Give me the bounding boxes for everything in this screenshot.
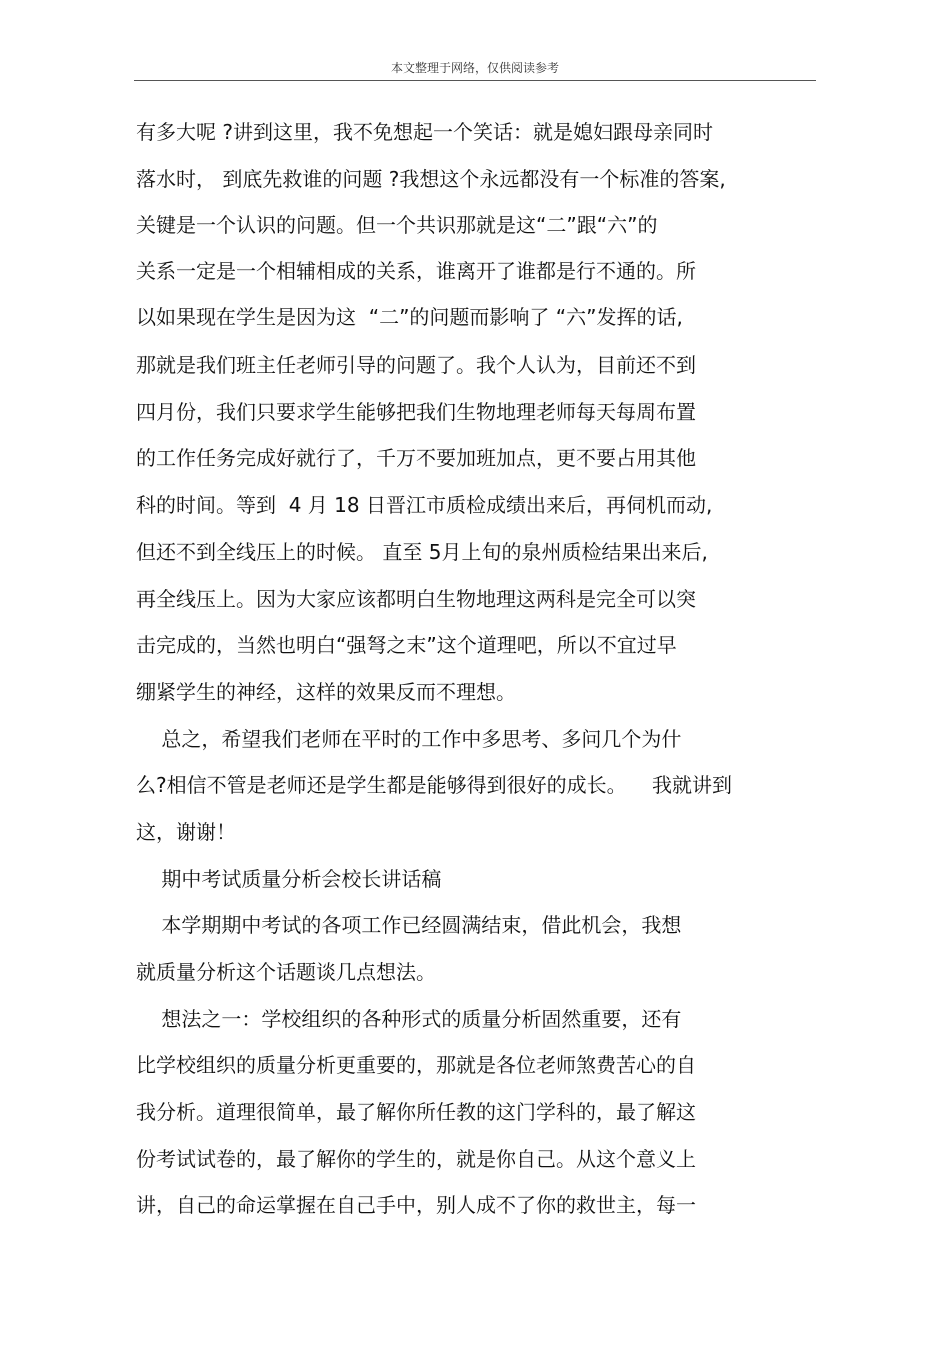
text-line: 以如果现在学生是因为这 “二”的问题而影响了 “六”发挥的话,	[136, 305, 683, 329]
text-line: 想法之一：学校组织的各种形式的质量分析固然重要，还有	[136, 1007, 682, 1031]
text-line: 那就是我们班主任老师引导的问题了。我个人认为，目前还不到	[136, 353, 696, 377]
text-line: 的工作任务完成好就行了，千万不要加班加点，更不要占用其他	[136, 446, 696, 470]
text-line: 这，谢谢！	[136, 820, 236, 844]
header-text: 本文整理于网络，仅供阅读参考	[390, 61, 559, 75]
text-line: 关键是一个认识的问题。但一个共识那就是这“二”跟“六”的	[136, 213, 658, 237]
text-line: 比学校组织的质量分析更重要的，那就是各位老师煞费苦心的自	[136, 1053, 696, 1077]
text-line: 再全线压上。因为大家应该都明白生物地理这两科是完全可以突	[136, 587, 696, 611]
text-line: 科的时间。等到 4 月 18 日晋江市质检成绩出来后，再伺机而动,	[136, 493, 713, 517]
section-title: 期中考试质量分析会校长讲话稿	[136, 867, 442, 891]
text-line: 绷紧学生的神经，这样的效果反而不理想。	[136, 680, 516, 704]
text-line: 么?相信不管是老师还是学生都是能够得到很好的成长。 我就讲到	[136, 773, 733, 797]
text-line: 落水时， 到底先救谁的问题 ?我想这个永远都没有一个标准的答案,	[136, 167, 726, 191]
text-line: 但还不到全线压上的时候。 直至 5月上旬的泉州质检结果出来后,	[136, 540, 708, 564]
text-line: 份考试试卷的，最了解你的学生的，就是你自己。从这个意义上	[136, 1147, 696, 1171]
text-line: 四月份，我们只要求学生能够把我们生物地理老师每天每周布置	[136, 400, 696, 424]
text-line: 本学期期中考试的各项工作已经圆满结束，借此机会，我想	[136, 913, 682, 937]
text-line: 关系一定是一个相辅相成的关系，谁离开了谁都是行不通的。所	[136, 259, 696, 283]
text-line: 我分析。道理很简单，最了解你所任教的这门学科的，最了解这	[136, 1100, 696, 1124]
text-line: 就质量分析这个话题谈几点想法。	[136, 960, 436, 984]
text-line: 讲，自己的命运掌握在自己手中，别人成不了你的救世主，每一	[136, 1193, 696, 1217]
text-line: 有多大呢 ?讲到这里，我不免想起一个笑话：就是媳妇跟母亲同时	[136, 120, 713, 144]
text-line: 总之，希望我们老师在平时的工作中多思考、多问几个为什	[136, 727, 682, 751]
text-line: 击完成的，当然也明白“强弩之末”这个道理吧，所以不宜过早	[136, 633, 677, 657]
